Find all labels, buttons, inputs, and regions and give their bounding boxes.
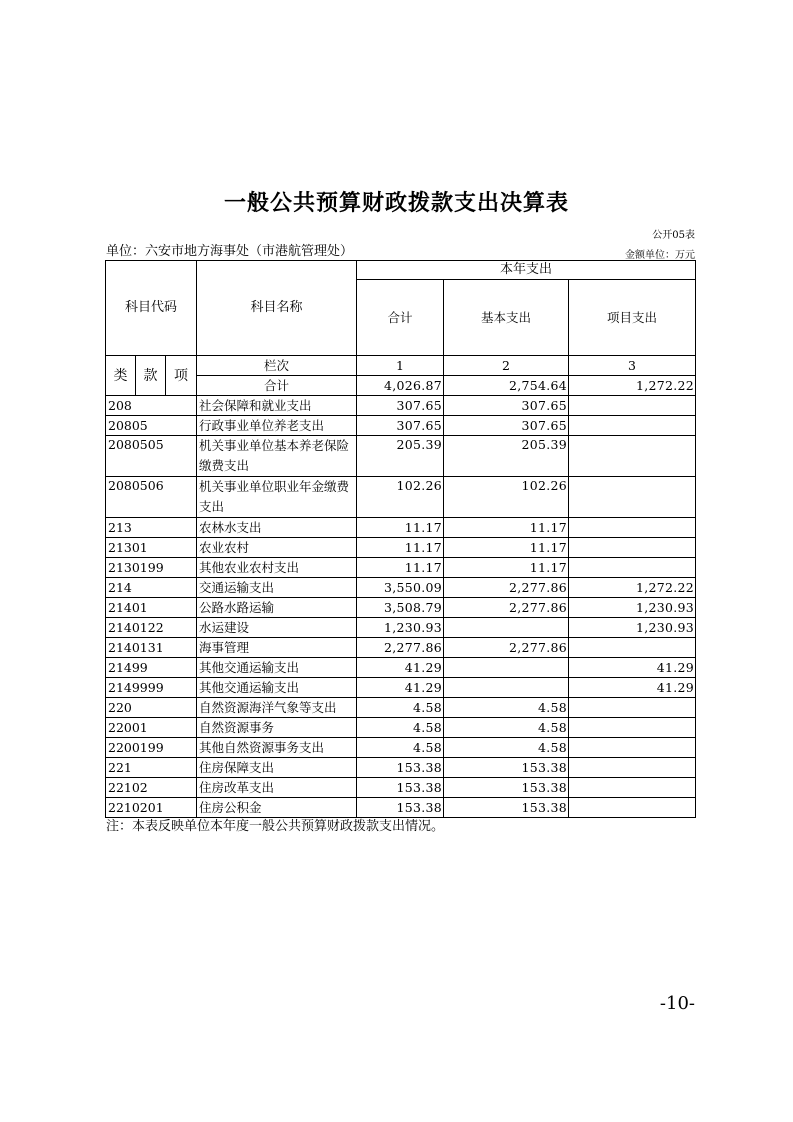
row-name: 自然资源海洋气象等支出 bbox=[197, 698, 357, 718]
row-name: 社会保障和就业支出 bbox=[197, 396, 357, 416]
row-total: 11.17 bbox=[357, 518, 444, 538]
table-row bbox=[106, 558, 696, 578]
header-project: 项目支出 bbox=[569, 280, 696, 356]
row-basic: 307.65 bbox=[444, 396, 569, 416]
row-project: 41.29 bbox=[569, 678, 696, 698]
row-code: 21401 bbox=[106, 598, 197, 618]
row-name: 其他自然资源事务支出 bbox=[197, 738, 357, 758]
row-code: 20805 bbox=[106, 416, 197, 436]
row-project bbox=[569, 798, 696, 818]
row-code: 2130199 bbox=[106, 558, 197, 578]
header-row-3 bbox=[106, 356, 696, 376]
row-total: 4.58 bbox=[357, 718, 444, 738]
money-unit-label: 金额单位：万元 bbox=[625, 250, 695, 261]
row-basic bbox=[444, 618, 569, 638]
table-row bbox=[106, 538, 696, 558]
row-total: 1,230.93 bbox=[357, 618, 444, 638]
row-code: 214 bbox=[106, 578, 197, 598]
row-project: 1,230.93 bbox=[569, 598, 696, 618]
row-total: 102.26 bbox=[357, 477, 444, 518]
header-col1: 1 bbox=[357, 356, 444, 376]
table-row bbox=[106, 678, 696, 698]
header-kuan: 款 bbox=[136, 356, 166, 396]
row-name: 其他交通运输支出 bbox=[197, 658, 357, 678]
row-project bbox=[569, 638, 696, 658]
table-row bbox=[106, 758, 696, 778]
summary-basic: 2,754.64 bbox=[444, 376, 569, 396]
row-code: 221 bbox=[106, 758, 197, 778]
budget-table bbox=[105, 260, 696, 818]
row-name: 自然资源事务 bbox=[197, 718, 357, 738]
table-row bbox=[106, 578, 696, 598]
header-basic: 基本支出 bbox=[444, 280, 569, 356]
row-total: 41.29 bbox=[357, 658, 444, 678]
row-total: 307.65 bbox=[357, 416, 444, 436]
row-total: 2,277.86 bbox=[357, 638, 444, 658]
row-name: 住房保障支出 bbox=[197, 758, 357, 778]
row-name: 农业农村 bbox=[197, 538, 357, 558]
row-project bbox=[569, 558, 696, 578]
row-project bbox=[569, 538, 696, 558]
row-code: 213 bbox=[106, 518, 197, 538]
header-column-no: 栏次 bbox=[197, 356, 357, 376]
row-basic: 102.26 bbox=[444, 477, 569, 518]
row-project bbox=[569, 698, 696, 718]
row-code: 220 bbox=[106, 698, 197, 718]
row-code: 21499 bbox=[106, 658, 197, 678]
row-project bbox=[569, 738, 696, 758]
row-code: 2140122 bbox=[106, 618, 197, 638]
row-basic: 2,277.86 bbox=[444, 598, 569, 618]
header-name: 科目名称 bbox=[197, 261, 357, 356]
row-total: 11.17 bbox=[357, 538, 444, 558]
row-project bbox=[569, 718, 696, 738]
row-basic: 205.39 bbox=[444, 436, 569, 477]
row-basic: 2,277.86 bbox=[444, 638, 569, 658]
table-row bbox=[106, 698, 696, 718]
row-basic: 4.58 bbox=[444, 738, 569, 758]
table-row bbox=[106, 618, 696, 638]
row-project bbox=[569, 758, 696, 778]
row-basic bbox=[444, 678, 569, 698]
row-name: 行政事业单位养老支出 bbox=[197, 416, 357, 436]
row-name: 交通运输支出 bbox=[197, 578, 357, 598]
row-total: 307.65 bbox=[357, 396, 444, 416]
row-code: 2080506 bbox=[106, 477, 197, 518]
row-basic: 153.38 bbox=[444, 758, 569, 778]
header-lei: 类 bbox=[106, 356, 136, 396]
row-code: 208 bbox=[106, 396, 197, 416]
row-project bbox=[569, 396, 696, 416]
row-project: 1,230.93 bbox=[569, 618, 696, 638]
table-row bbox=[106, 436, 696, 477]
table-row bbox=[106, 658, 696, 678]
summary-label: 合计 bbox=[197, 376, 357, 396]
row-name: 水运建设 bbox=[197, 618, 357, 638]
table-row bbox=[106, 598, 696, 618]
row-code: 2210201 bbox=[106, 798, 197, 818]
row-name: 海事管理 bbox=[197, 638, 357, 658]
row-total: 153.38 bbox=[357, 778, 444, 798]
unit-label: 单位：六安市地方海事处（市港航管理处） bbox=[106, 244, 354, 259]
row-basic: 4.58 bbox=[444, 698, 569, 718]
header-xiang: 项 bbox=[166, 356, 197, 396]
header-col2: 2 bbox=[444, 356, 569, 376]
row-total: 205.39 bbox=[357, 436, 444, 477]
row-code: 2080505 bbox=[106, 436, 197, 477]
row-project bbox=[569, 436, 696, 477]
row-code: 2149999 bbox=[106, 678, 197, 698]
table-number: 公开05表 bbox=[652, 230, 695, 241]
table-row bbox=[106, 638, 696, 658]
row-total: 41.29 bbox=[357, 678, 444, 698]
header-current-year: 本年支出 bbox=[357, 261, 696, 280]
header-row-1 bbox=[106, 261, 696, 280]
row-code: 21301 bbox=[106, 538, 197, 558]
table-row bbox=[106, 416, 696, 436]
row-basic: 11.17 bbox=[444, 558, 569, 578]
row-code: 22001 bbox=[106, 718, 197, 738]
row-project bbox=[569, 416, 696, 436]
row-basic: 2,277.86 bbox=[444, 578, 569, 598]
row-total: 3,550.09 bbox=[357, 578, 444, 598]
row-name: 农林水支出 bbox=[197, 518, 357, 538]
row-basic: 153.38 bbox=[444, 778, 569, 798]
footnote: 注：本表反映单位本年度一般公共预算财政拨款支出情况。 bbox=[106, 819, 445, 834]
row-total: 4.58 bbox=[357, 738, 444, 758]
header-total: 合计 bbox=[357, 280, 444, 356]
row-name: 公路水路运输 bbox=[197, 598, 357, 618]
row-project: 1,272.22 bbox=[569, 578, 696, 598]
row-project bbox=[569, 778, 696, 798]
summary-total: 4,026.87 bbox=[357, 376, 444, 396]
row-project bbox=[569, 477, 696, 518]
row-code: 2200199 bbox=[106, 738, 197, 758]
table-row bbox=[106, 738, 696, 758]
header-code: 科目代码 bbox=[106, 261, 197, 356]
row-name: 机关事业单位基本养老保险缴费支出 bbox=[197, 436, 357, 477]
row-name: 其他农业农村支出 bbox=[197, 558, 357, 578]
row-name: 住房公积金 bbox=[197, 798, 357, 818]
row-total: 153.38 bbox=[357, 758, 444, 778]
row-basic bbox=[444, 658, 569, 678]
row-total: 11.17 bbox=[357, 558, 444, 578]
row-basic: 11.17 bbox=[444, 538, 569, 558]
row-project: 41.29 bbox=[569, 658, 696, 678]
row-name: 其他交通运输支出 bbox=[197, 678, 357, 698]
row-name: 住房改革支出 bbox=[197, 778, 357, 798]
table-row bbox=[106, 518, 696, 538]
summary-project: 1,272.22 bbox=[569, 376, 696, 396]
row-total: 153.38 bbox=[357, 798, 444, 818]
table-row bbox=[106, 778, 696, 798]
table-row bbox=[106, 718, 696, 738]
row-project bbox=[569, 518, 696, 538]
header-col3: 3 bbox=[569, 356, 696, 376]
row-basic: 307.65 bbox=[444, 416, 569, 436]
row-total: 3,508.79 bbox=[357, 598, 444, 618]
row-code: 2140131 bbox=[106, 638, 197, 658]
row-code: 22102 bbox=[106, 778, 197, 798]
row-basic: 4.58 bbox=[444, 718, 569, 738]
row-total: 4.58 bbox=[357, 698, 444, 718]
page-number: -10- bbox=[659, 993, 695, 1014]
table-row bbox=[106, 477, 696, 518]
row-basic: 153.38 bbox=[444, 798, 569, 818]
page-title: 一般公共预算财政拨款支出决算表 bbox=[223, 191, 569, 216]
row-basic: 11.17 bbox=[444, 518, 569, 538]
row-name: 机关事业单位职业年金缴费支出 bbox=[197, 477, 357, 518]
table-row bbox=[106, 396, 696, 416]
